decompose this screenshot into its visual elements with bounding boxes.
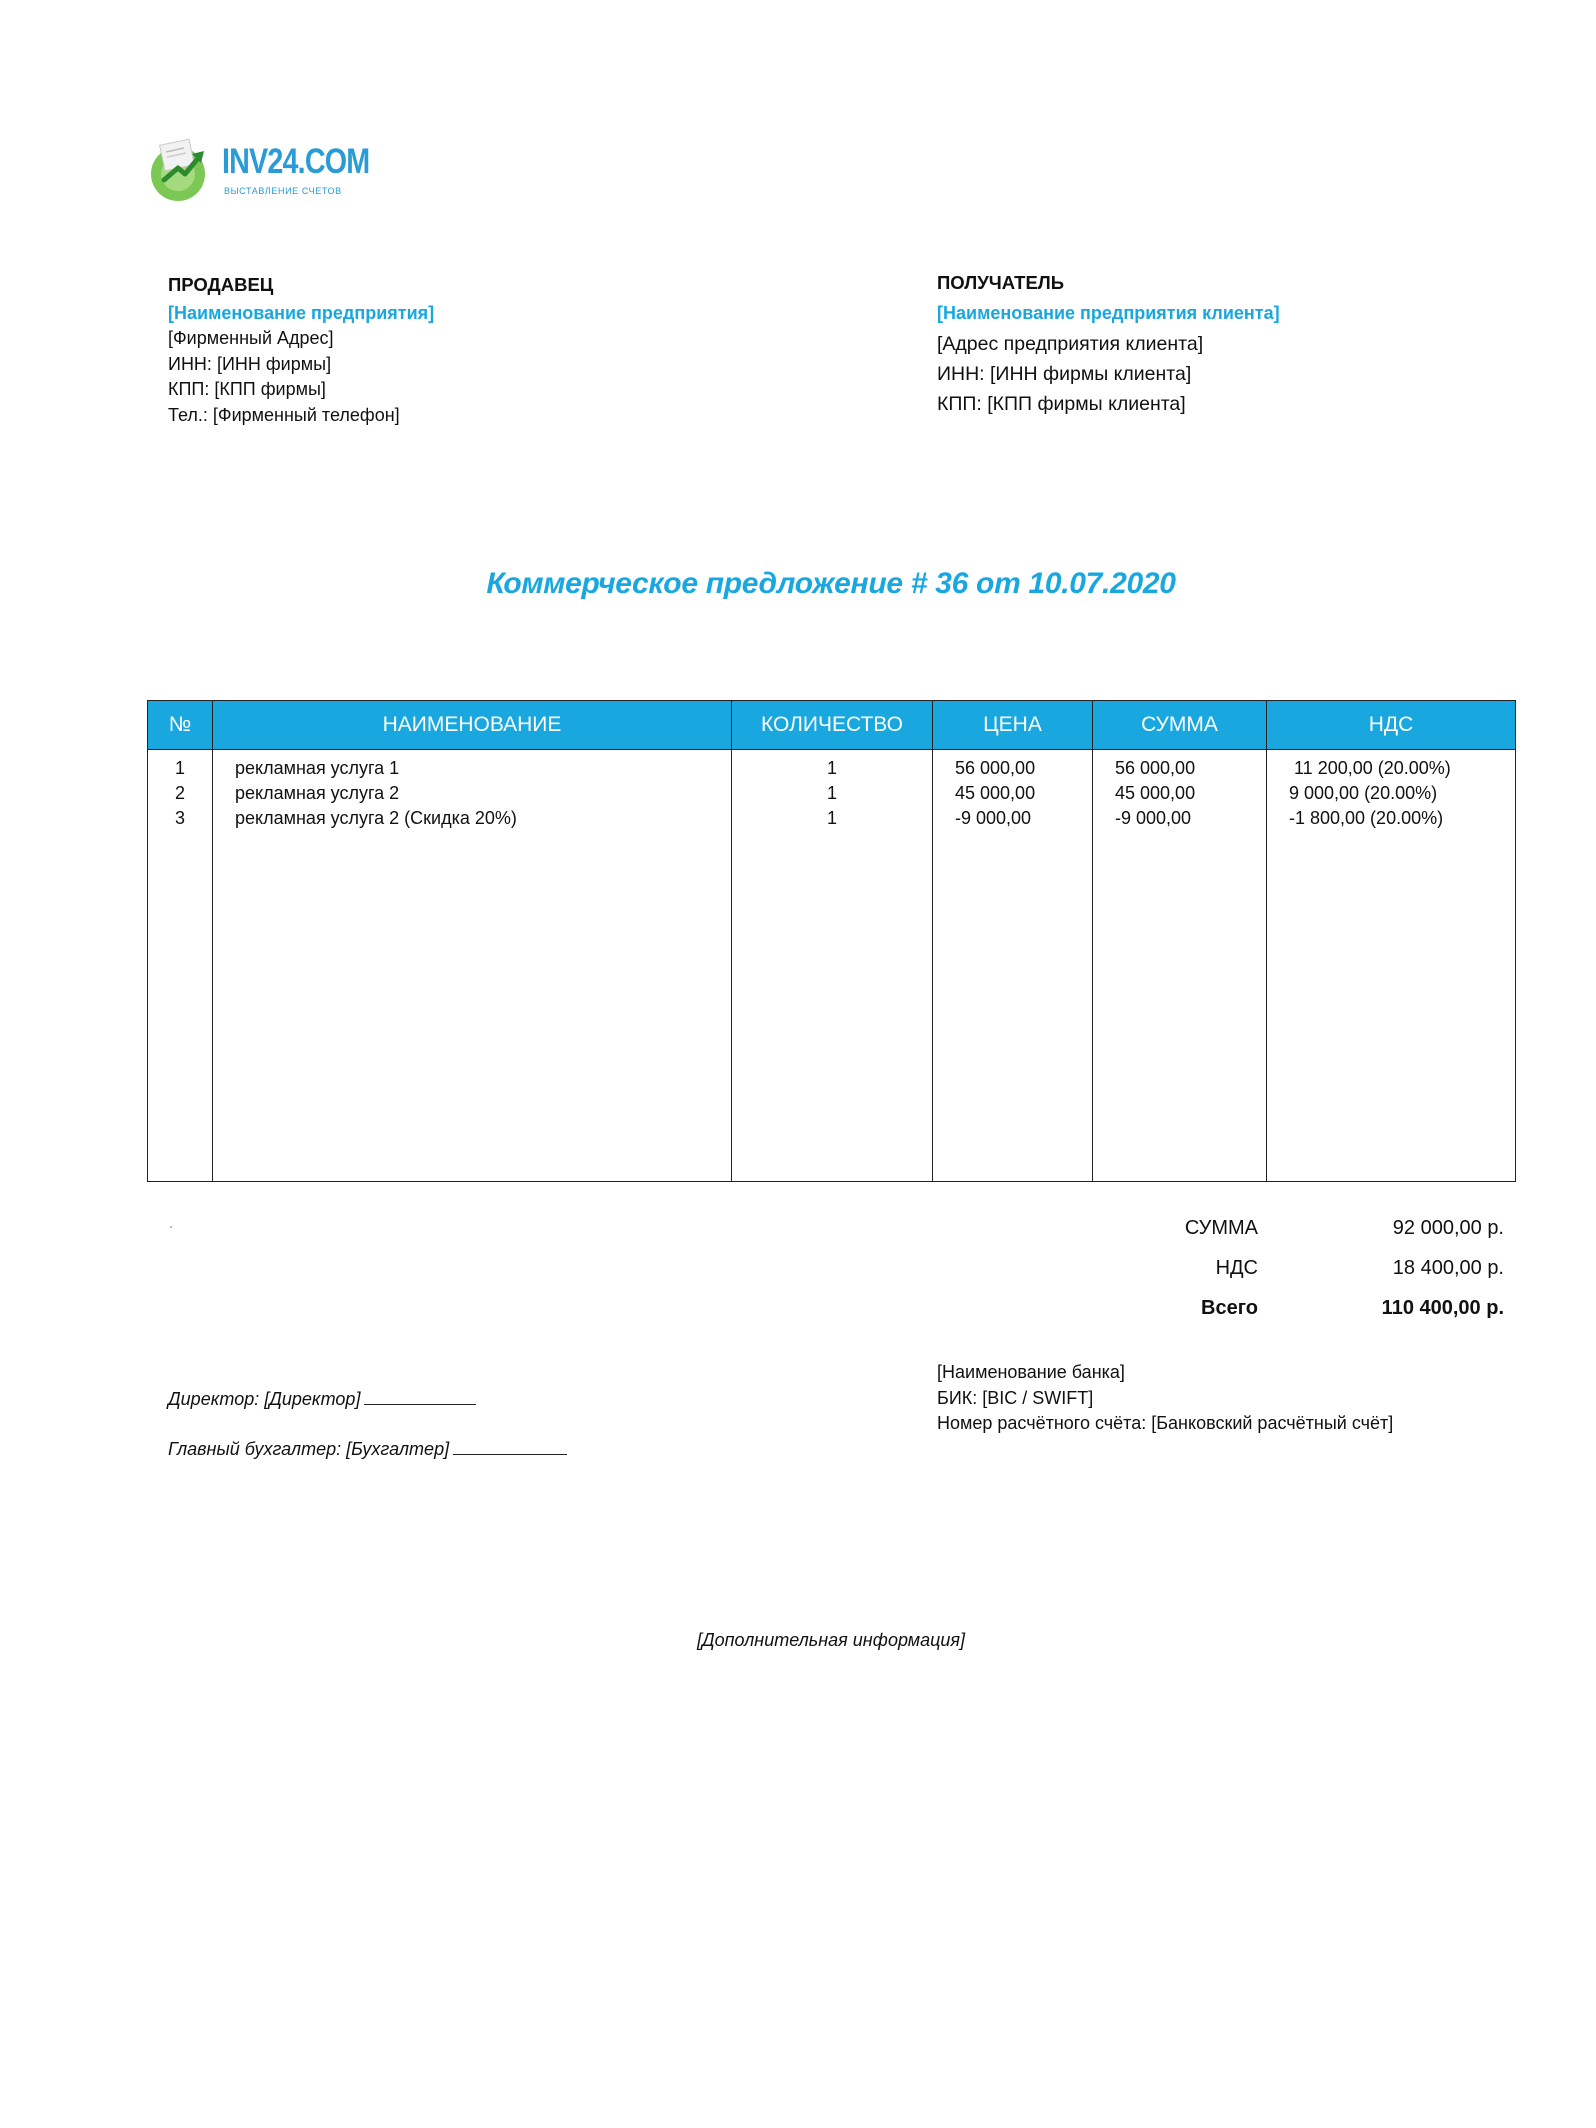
table-row <box>148 808 1516 833</box>
buyer-address: [Адрес предприятия клиента] <box>937 332 1204 355</box>
logo-tagline: ВЫСТАВЛЕНИЕ СЧЕТОВ <box>224 186 342 196</box>
document-title: Коммерческое предложение # 36 от 10.07.2020 <box>486 567 1176 600</box>
totals-sum-value: 92 000,00 р. <box>1392 1216 1504 1239</box>
cell-vat: 9 000,00 (20.00%) <box>1267 783 1516 808</box>
table-empty-space <box>148 833 1516 1182</box>
header-vat: НДС <box>1267 701 1516 750</box>
cell-qty: 1 <box>732 750 933 783</box>
cell-vat: -1 800,00 (20.00%) <box>1267 808 1516 833</box>
director-label: Директор: [Директор] <box>168 1389 361 1409</box>
buyer-inn: ИНН: [ИНН фирмы клиента] <box>937 362 1192 385</box>
additional-info: [Дополнительная информация] <box>696 1630 966 1650</box>
logo-wordmark: INV24.COM <box>222 142 370 181</box>
table-header-row <box>148 701 1516 750</box>
cell-sum: 45 000,00 <box>1093 783 1267 808</box>
totals-grand-label: Всего <box>1201 1296 1258 1319</box>
cell-sum: 56 000,00 <box>1093 750 1267 783</box>
totals-block <box>1140 1208 1504 1328</box>
totals-vat-row <box>1140 1248 1504 1288</box>
header-qty: КОЛИЧЕСТВО <box>732 701 933 750</box>
seller-kpp: КПП: [КПП фирмы] <box>168 379 326 399</box>
seller-inn: ИНН: [ИНН фирмы] <box>168 353 332 374</box>
cell-qty: 1 <box>732 808 933 833</box>
totals-sum-label: СУММА <box>1184 1216 1258 1239</box>
director-signature <box>168 1387 476 1410</box>
header-name: НАИМЕНОВАНИЕ <box>213 701 732 750</box>
empty-cell <box>213 833 732 1182</box>
director-signature-line <box>364 1387 476 1405</box>
buyer-block <box>937 270 1280 419</box>
seller-phone: Тел.: [Фирменный телефон] <box>168 404 400 425</box>
cell-vat: 11 200,00 (20.00%) <box>1267 750 1516 783</box>
stray-dot <box>170 1226 172 1228</box>
cell-price: 45 000,00 <box>933 783 1093 808</box>
empty-cell <box>1267 833 1516 1182</box>
table-row <box>148 783 1516 808</box>
table-row <box>148 750 1516 783</box>
buyer-company: [Наименование предприятия клиента] <box>937 302 1280 323</box>
cell-qty: 1 <box>732 783 933 808</box>
seller-block <box>168 272 434 428</box>
seller-address: [Фирменный Адрес] <box>168 328 334 348</box>
header-no: № <box>148 701 213 750</box>
bank-bik: БИК: [BIC / SWIFT] <box>937 1387 1094 1408</box>
empty-cell <box>148 833 213 1182</box>
cell-no: 2 <box>148 783 213 808</box>
bank-account: Номер расчётного счёта: [Банковский расчётный счёт] <box>937 1413 1394 1433</box>
totals-vat-value: 18 400,00 р. <box>1392 1256 1504 1279</box>
totals-grand-row <box>1140 1288 1504 1328</box>
cell-no: 3 <box>148 808 213 833</box>
buyer-kpp: КПП: [КПП фирмы клиента] <box>937 392 1186 415</box>
items-table <box>147 700 1516 1182</box>
buyer-heading: ПОЛУЧАТЕЛЬ <box>937 272 1065 293</box>
seller-heading: ПРОДАВЕЦ <box>168 274 274 295</box>
header-sum: СУММА <box>1093 701 1267 750</box>
cell-price: -9 000,00 <box>933 808 1093 833</box>
cell-sum: -9 000,00 <box>1093 808 1267 833</box>
empty-cell <box>933 833 1093 1182</box>
totals-sum-row <box>1140 1208 1504 1248</box>
cell-name: рекламная услуга 2 (Скидка 20%) <box>213 808 732 833</box>
accountant-signature <box>168 1437 567 1460</box>
empty-cell <box>1093 833 1267 1182</box>
accountant-label: Главный бухгалтер: [Бухгалтер] <box>168 1439 450 1459</box>
company-logo <box>148 136 368 206</box>
bank-details <box>937 1360 1393 1437</box>
header-price: ЦЕНА <box>933 701 1093 750</box>
logo-emblem-icon <box>148 138 218 204</box>
empty-cell <box>732 833 933 1182</box>
cell-name: рекламная услуга 2 <box>213 783 732 808</box>
cell-no: 1 <box>148 750 213 783</box>
bank-name: [Наименование банка] <box>937 1362 1125 1382</box>
cell-price: 56 000,00 <box>933 750 1093 783</box>
totals-grand-value: 110 400,00 р. <box>1381 1296 1504 1319</box>
cell-name: рекламная услуга 1 <box>213 750 732 783</box>
accountant-signature-line <box>453 1437 567 1455</box>
seller-company: [Наименование предприятия] <box>168 302 435 323</box>
totals-vat-label: НДС <box>1215 1256 1258 1279</box>
